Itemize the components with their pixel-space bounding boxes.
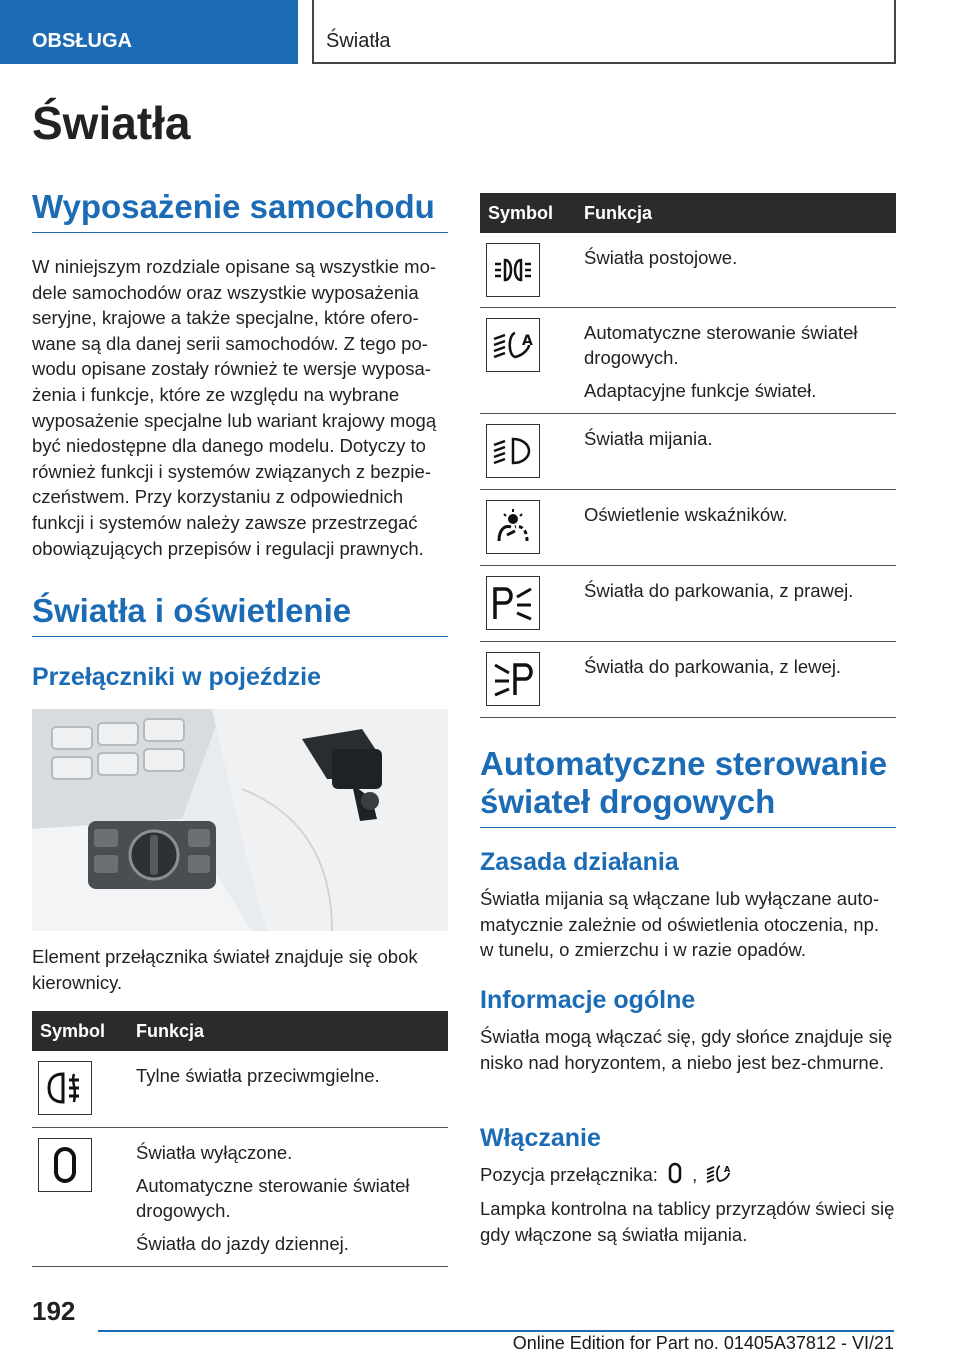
row-text: Automatyczne sterowanie świateł drogowych. [584, 322, 858, 368]
low-beam-icon [486, 424, 540, 478]
auto-headlight-icon [706, 1162, 732, 1191]
table-row [480, 566, 896, 642]
row-text: Automatyczne sterowanie świateł drogowych. [136, 1174, 410, 1221]
right-symbol-table [480, 193, 896, 718]
heading-principle: Zasada działania [480, 848, 679, 876]
row-text: Światła mijania. [584, 428, 713, 449]
table-row [480, 308, 896, 414]
row-text: Adaptacyjne funkcje świateł. [584, 380, 817, 401]
rear-fog-light-icon [38, 1061, 92, 1115]
light-switch-photo [32, 709, 448, 931]
section-tab [0, 0, 298, 64]
heading-lights: Światła i oświetlenie [32, 592, 448, 637]
table-row [480, 642, 896, 718]
table-row [32, 1051, 448, 1127]
row-text: Światła postojowe. [584, 247, 738, 268]
parking-light-left-icon [486, 652, 540, 706]
svg-text:A: A [724, 1165, 731, 1174]
switch-position-label: Pozycja przełącznika: [480, 1164, 658, 1186]
page-title: Światła [32, 97, 191, 149]
lights-off-icon [667, 1162, 683, 1191]
equipment-paragraph: W niniejszym rozdziale opisane są wszystkie mo-dele samochodów oraz wszystkie wyposażenia seryjne, krajowe a także specjalne, które ofero-wane są dla danej serii samochodów. Z tego po-wodu opisane zostały również te wersje wyposa-żenia i funkcje, które ze względu na wybrane wyposażenie specjalne lub wariant krajowy mogą być niedostępne dla danego modelu. Dotyczy to również funkcji i systemów związanych z bezpie-czeństwem. Przy korzystaniu z odpowiednich funkcji i systemów należy zawsze przestrzegać obowiązujących przepisów i regulacji prawnych. [32, 256, 437, 559]
row-text: Światła wyłączone. [136, 1141, 293, 1163]
chapter-tab [312, 0, 896, 64]
row-text: Oświetlenie wskaźników. [584, 504, 788, 525]
auto-headlight-icon [486, 318, 540, 372]
parking-light-right-icon [486, 576, 540, 630]
section-label: OBSŁUGA [32, 30, 132, 52]
instrument-lighting-icon [486, 500, 540, 554]
col-symbol-header: Symbol [480, 193, 576, 233]
switch-position-separator: , [692, 1164, 698, 1186]
parking-lights-icon [486, 243, 540, 297]
page-number: 192 [32, 1296, 76, 1326]
switch-caption: Element przełącznika świateł znajduje się obok kierownicy. [32, 946, 418, 993]
heading-switch-on: Włączanie [480, 1124, 601, 1152]
chapter-label: Światła [326, 30, 391, 52]
row-text: Tylne światła przeciwmgielne. [136, 1065, 380, 1086]
footer-divider [98, 1330, 894, 1332]
left-symbol-table [32, 1011, 448, 1267]
row-text: Światła do jazdy dziennej. [136, 1232, 349, 1254]
table-row [480, 490, 896, 566]
heading-auto-high-beam: Automatyczne sterowanie świateł drogowych [480, 745, 896, 828]
table-row [32, 1127, 448, 1266]
table-header-row [32, 1011, 448, 1051]
heading-switches: Przełączniki w pojeździe [32, 663, 321, 691]
general-paragraph: Światła mogą włączać się, gdy słońce znajduje się nisko nad horyzontem, a niebo jest bez-chmurne. [480, 1026, 893, 1073]
table-row [480, 233, 896, 308]
svg-text:A: A [522, 333, 533, 349]
col-symbol-header: Symbol [32, 1011, 128, 1051]
col-function-header: Funkcja [576, 193, 896, 233]
edition-text: Online Edition for Part no. 01405A37812 - VI/21 [512, 1333, 894, 1353]
heading-equipment: Wyposażenie samochodu [32, 188, 448, 233]
row-text: Światła do parkowania, z prawej. [584, 580, 854, 601]
principle-paragraph: Światła mijania są włączane lub wyłączane auto-matycznie zależnie od oświetlenia otoczenia, np. w tunelu, o zmierzchu i w razie opadów. [480, 888, 880, 961]
table-header-row [480, 193, 896, 233]
col-function-header: Funkcja [128, 1011, 448, 1051]
heading-general: Informacje ogólne [480, 986, 696, 1014]
switch-position-line [480, 1162, 896, 1191]
indicator-paragraph: Lampka kontrolna na tablicy przyrządów świeci się gdy włączone są światła mijania. [480, 1198, 895, 1245]
row-text: Światła do parkowania, z lewej. [584, 656, 842, 677]
lights-off-icon [38, 1138, 92, 1192]
table-row [480, 414, 896, 490]
